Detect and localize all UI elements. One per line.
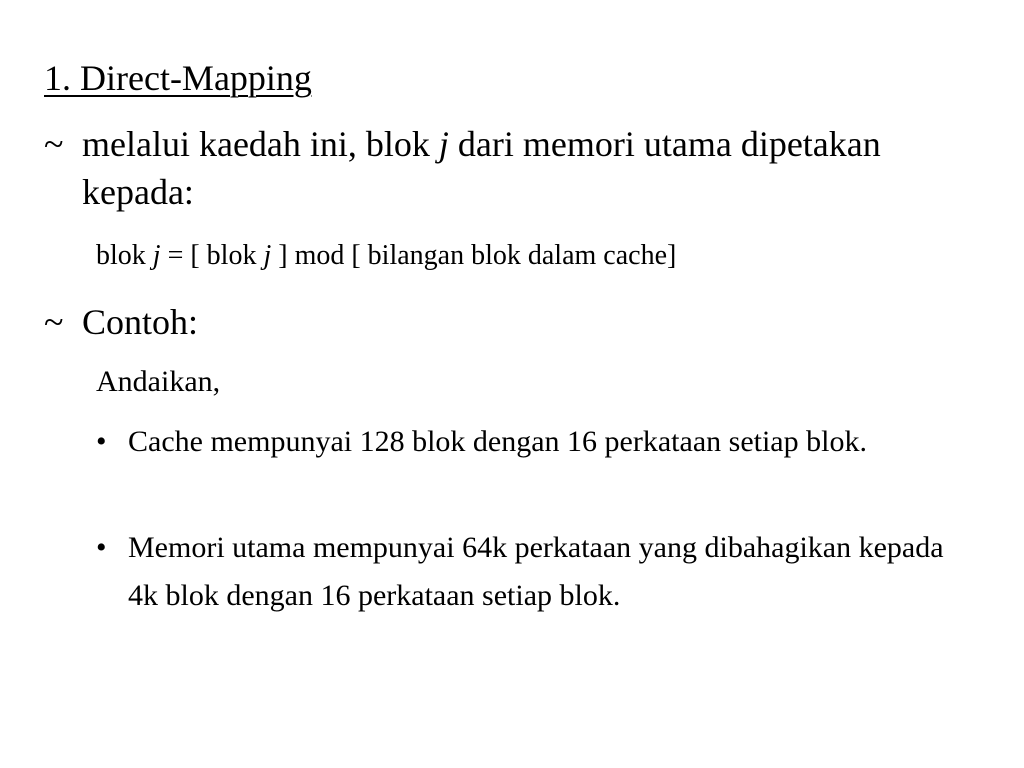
bullet-kaedah [44,120,974,216]
bullet-contoh-text: Contoh: [82,302,199,342]
bullet-kaedah-text [82,120,974,216]
sub-bullet-cache-text: Cache mempunyai 128 blok dengan 16 perkataan setiap blok. [128,425,867,458]
bullet-dot: • [96,531,107,564]
bullet-contoh [44,298,974,346]
sub-bullet-cache [96,418,956,466]
formula-part-2: = [ blok [160,240,264,271]
bullet-kaedah-text-after: dari memori utama dipetakan kepada: [82,124,881,212]
slide-title: 1. Direct-Mapping [44,58,312,98]
formula-part-3: ] mod [ bilangan blok dalam cache] [271,240,677,271]
formula-variable-j-1: j [152,240,161,271]
formula-variable-j-2: j [263,240,272,271]
formula-part-1: blok [96,240,153,271]
andaikan-text: Andaikan, [96,365,221,398]
bullet-dot: • [96,425,107,458]
mapping-formula [96,238,676,274]
sub-bullet-memori [96,524,956,620]
sub-bullet-memori-text: Memori utama mempunyai 64k perkataan yang dibahagikan kepada 4k blok dengan 16 perkataan setiap blok. [128,531,944,612]
tilde-marker: ~ [44,124,64,164]
tilde-marker: ~ [44,302,64,342]
variable-j: j [438,124,449,164]
bullet-kaedah-text-before: melalui kaedah ini, blok [82,124,439,164]
